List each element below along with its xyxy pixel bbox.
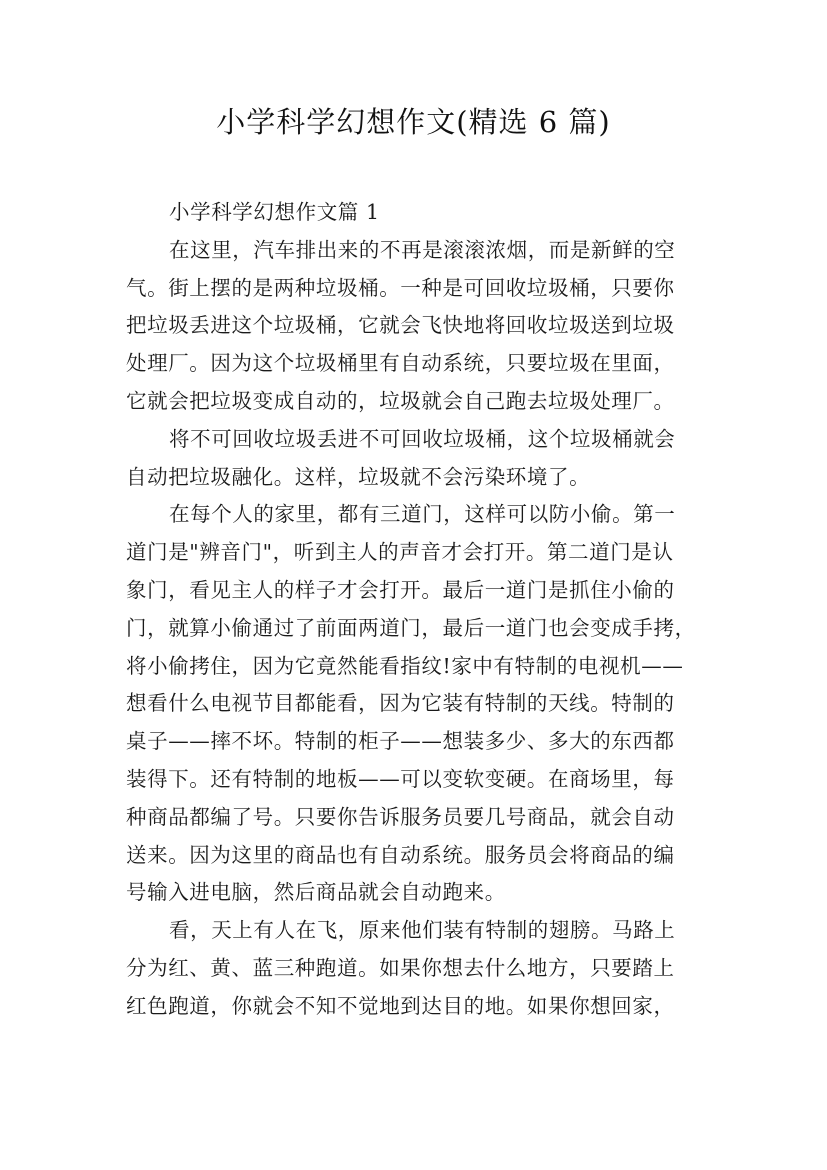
paragraph-line: 在这里，汽车排出来的不再是滚滚浓烟，而是新鲜的空	[169, 237, 676, 262]
paragraph-line: 在每个人的家里，都有三道门，这样可以防小偷。第一	[169, 502, 676, 527]
paragraph-line: 它就会把垃圾变成自动的，垃圾就会自己跑去垃圾处理厂。	[126, 388, 675, 413]
paragraph-line: 气。街上摆的是两种垃圾桶。一种是可回收垃圾桶，只要你	[126, 275, 675, 300]
paragraph-line: 种商品都编了号。只要你告诉服务员要几号商品，就会自动	[126, 804, 675, 829]
paragraph-line: 处理厂。因为这个垃圾桶里有自动系统，只要垃圾在里面，	[126, 351, 675, 376]
paragraph-line: 象门，看见主人的样子才会打开。最后一道门是抓住小偷的	[126, 577, 675, 602]
paragraph-line: 分为红、黄、蓝三种跑道。如果你想去什么地方，只要踏上	[126, 955, 675, 980]
paragraph-line: 送来。因为这里的商品也有自动系统。服务员会将商品的编	[126, 842, 675, 867]
paragraph-line: 道门是"辨音门"，听到主人的声音才会打开。第二道门是认	[126, 540, 674, 565]
paragraph-line: 看，天上有人在飞，原来他们装有特制的翅膀。马路上	[169, 918, 676, 943]
paragraph-line: 装得下。还有特制的地板——可以变软变硬。在商场里，每	[126, 766, 675, 791]
paragraph-line: 想看什么电视节目都能看，因为它装有特制的天线。特制的	[126, 691, 675, 716]
article-body	[126, 194, 706, 1026]
paragraph-line: 将小偷拷住，因为它竟然能看指纹!家中有特制的电视机——	[126, 653, 684, 678]
paragraph-line: 桌子——摔不坏。特制的柜子——想装多少、多大的东西都	[126, 729, 675, 754]
paragraph-line: 将不可回收垃圾丢进不可回收垃圾桶，这个垃圾桶就会	[169, 426, 676, 451]
page-title: 小学科学幻想作文(精选 6 篇)	[216, 105, 611, 139]
paragraph-line: 自动把垃圾融化。这样，垃圾就不会污染环境了。	[126, 464, 591, 489]
paragraph-line: 门，就算小偷通过了前面两道门，最后一道门也会变成手拷，	[126, 615, 696, 640]
paragraph-line: 把垃圾丢进这个垃圾桶，它就会飞快地将回收垃圾送到垃圾	[126, 313, 675, 338]
section-heading: 小学科学幻想作文篇 1	[169, 200, 380, 224]
paragraph-line: 号输入进电脑，然后商品就会自动跑来。	[126, 880, 506, 905]
paragraph-line: 红色跑道，你就会不知不觉地到达目的地。如果你想回家，	[126, 993, 675, 1018]
